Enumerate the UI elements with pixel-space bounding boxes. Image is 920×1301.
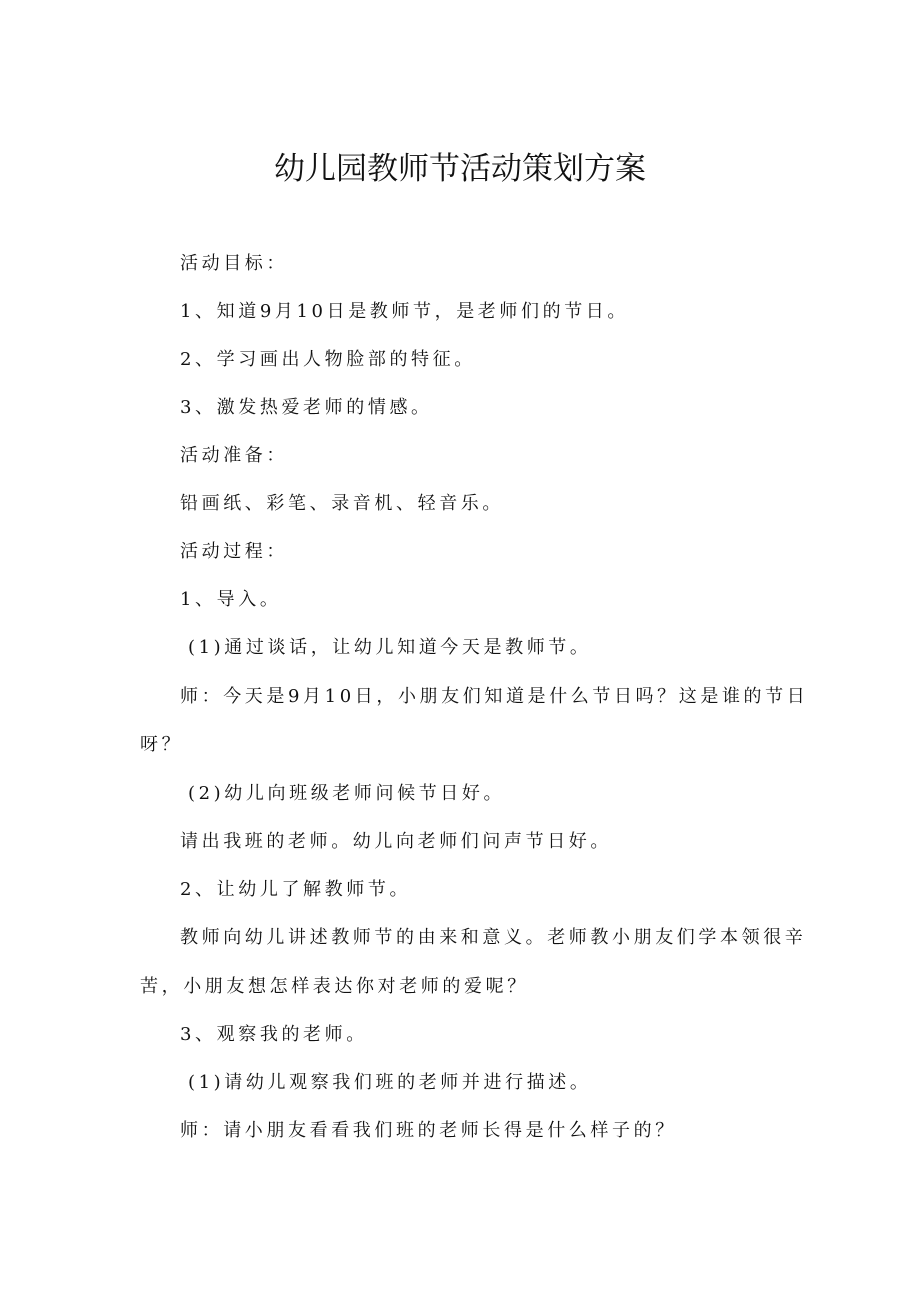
section-heading-goals: 活动目标：: [180, 253, 288, 274]
section-heading-process: 活动过程：: [180, 541, 288, 562]
paragraph: 1、导入。: [180, 589, 282, 610]
paragraph: (2)幼儿向班级老师问候节日好。: [188, 783, 506, 804]
paragraph: 2、学习画出人物脸部的特征。: [180, 349, 476, 370]
paragraph: (1)请幼儿观察我们班的老师并进行描述。: [188, 1072, 592, 1093]
paragraph: 请出我班的老师。幼儿向老师们问声节日好。: [180, 831, 612, 852]
paragraph: 铅画纸、彩笔、录音机、轻音乐。: [180, 493, 504, 514]
paragraph-continuation: 苦，小朋友想怎样表达你对老师的爱呢？: [140, 976, 529, 997]
paragraph: 2、让幼儿了解教师节。: [180, 879, 412, 900]
paragraph: 3、观察我的老师。: [180, 1024, 368, 1045]
paragraph: 师：今天是9月10日，小朋友们知道是什么节日吗？这是谁的节日: [180, 686, 809, 707]
paragraph: 教师向幼儿讲述教师节的由来和意义。老师教小朋友们学本领很辛: [180, 927, 807, 948]
section-heading-preparation: 活动准备：: [180, 445, 288, 466]
paragraph: 师：请小朋友看看我们班的老师长得是什么样子的？: [180, 1120, 677, 1141]
document-title: 幼儿园教师节活动策划方案: [274, 151, 646, 187]
paragraph: (1)通过谈话，让幼儿知道今天是教师节。: [188, 637, 592, 658]
paragraph: 3、激发热爱老师的情感。: [180, 397, 433, 418]
paragraph: 1、知道9月10日是教师节，是老师们的节日。: [180, 301, 630, 322]
paragraph-continuation: 呀？: [140, 734, 184, 755]
